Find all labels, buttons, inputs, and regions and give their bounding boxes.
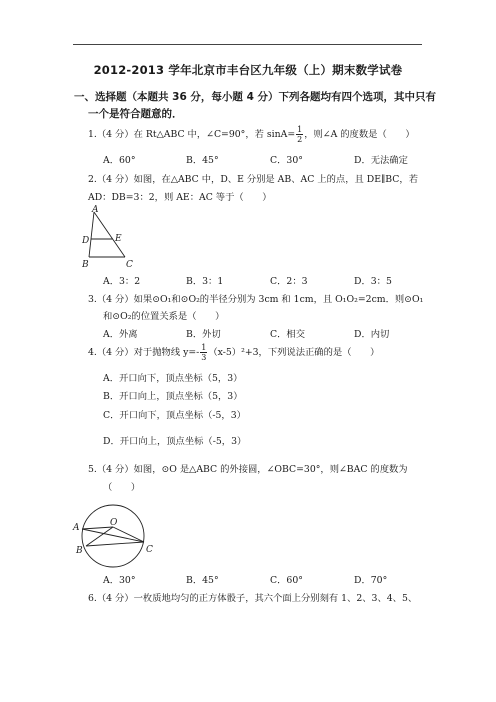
question-4-text-b: （x-5）²+3，下列说法正确的是（ ）: [208, 347, 380, 358]
q2-option-d: D．3：5: [354, 276, 392, 287]
q4-option-c: C．开口向下，顶点坐标（-5，3）: [103, 410, 246, 421]
q4-option-d: D．开口向上，顶点坐标（-5，3）: [103, 436, 247, 447]
triangle-figure: [82, 203, 140, 269]
q5-option-a: A．30°: [103, 575, 136, 586]
fig-label-c: C: [146, 545, 153, 555]
fraction-denominator: 2: [297, 135, 303, 144]
fraction-denominator: 3: [201, 353, 207, 362]
q4-option-a: A．开口向下，顶点坐标（5，3）: [103, 373, 243, 384]
q3-option-a: A．外离: [103, 329, 138, 340]
question-5-line2: （ ）: [103, 482, 141, 493]
q2-option-b: B．3：1: [186, 276, 224, 287]
q5-option-d: D．70°: [354, 575, 388, 586]
header-rule: [73, 44, 422, 45]
question-6-line1: 6.（4 分）一枚质地均匀的正方体骰子，其六个面上分别刻有 1、2、3、4、5、: [88, 593, 418, 604]
question-3-line1: 3.（4 分）如果⊙O₁和⊙O₂的半径分别为 3cm 和 1cm，且 O₁O₂=2cm．则⊙O₁: [88, 294, 424, 305]
page-title: 2012-2013 学年北京市丰台区九年级（上）期末数学试卷: [93, 63, 403, 77]
q4-option-b: B．开口向上，顶点坐标（5，3）: [103, 391, 243, 402]
question-1: [88, 125, 415, 144]
fig-label-b: B: [76, 546, 83, 556]
q3-option-d: D．内切: [354, 329, 390, 340]
question-4-text-a: 4.（4 分）对于抛物线 y=-: [88, 347, 200, 358]
fraction-numerator: 1: [201, 343, 207, 352]
q1-option-d: D．无法确定: [354, 155, 408, 166]
fig-label-a: A: [73, 523, 80, 533]
fig-label-d: D: [82, 236, 90, 246]
circle-figure: [72, 500, 162, 570]
fig-label-o: O: [110, 518, 118, 528]
q2-option-c: C．2：3: [270, 276, 308, 287]
question-2-line2: AD：DB=3：2，则 AE：AC 等于（ ）: [88, 192, 272, 203]
q5-option-c: C．60°: [270, 575, 303, 586]
q5-option-b: B．45°: [186, 575, 219, 586]
question-1-text-b: ，则∠A 的度数是（ ）: [304, 129, 415, 140]
question-5-line1: 5.（4 分）如图，⊙O 是△ABC 的外接圆，∠OBC=30°，则∠BAC 的度数为: [88, 464, 408, 475]
fig-label-c: C: [126, 260, 133, 269]
q1-option-b: B．45°: [186, 155, 219, 166]
q1-option-c: C．30°: [270, 155, 303, 166]
fig-label-e: E: [115, 234, 122, 244]
fig-label-a: A: [92, 205, 99, 215]
q2-option-a: A．3：2: [103, 276, 141, 287]
question-4-fraction: [200, 343, 207, 362]
question-4: [88, 343, 379, 362]
section-heading-line1: 一、选择题（本题共 36 分，每小题 4 分）下列各题均有四个选项，其中只有: [74, 91, 437, 103]
fraction-numerator: 1: [297, 125, 303, 134]
fig-label-b: B: [82, 260, 89, 269]
question-2-line1: 2.（4 分）如图，在△ABC 中，D、E 分别是 AB、AC 上的点，且 DE∥BC，若: [88, 174, 418, 185]
question-1-text-a: 1.（4 分）在 Rt△ABC 中，∠C=90°，若 sinA=: [88, 129, 296, 140]
q3-option-c: C．相交: [270, 329, 306, 340]
section-heading-line2: 一个是符合题意的．: [88, 108, 183, 120]
question-1-fraction: [296, 125, 303, 144]
question-3-line2: 和⊙O₂的位置关系是（ ）: [103, 311, 225, 322]
q3-option-b: B．外切: [186, 329, 221, 340]
q1-option-a: A．60°: [103, 155, 136, 166]
